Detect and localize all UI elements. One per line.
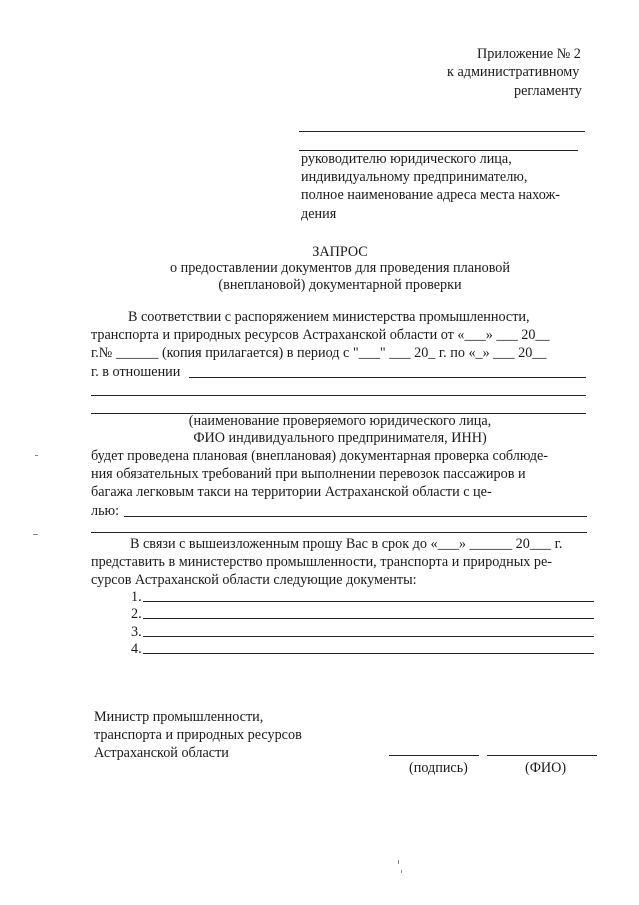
- subject-fill-line-1: [189, 377, 586, 378]
- subject-fill-line-2: [91, 395, 586, 396]
- addressee-line-1: руководителю юридического лица,: [301, 151, 512, 167]
- signature-line: [389, 755, 479, 756]
- signatory-line-3: Астраханской области: [94, 745, 229, 761]
- body-p2-line-2: ния обязательных требований при выполнении перевозок пассажиров и: [91, 466, 526, 482]
- addressee-line-4: дения: [301, 206, 337, 222]
- purpose-fill-line-1: [124, 516, 587, 517]
- purpose-fill-line-2: [91, 532, 587, 533]
- appendix-line-2: к административному: [447, 64, 580, 80]
- document-item-4-number: 4.: [131, 641, 142, 657]
- document-heading: ЗАПРОС: [312, 244, 368, 260]
- subject-caption-line-1: (наименование проверяемого юридического лица,: [188, 413, 492, 429]
- document-subtitle-line-1: о предоставлении документов для проведения плановой: [169, 260, 510, 276]
- body-p2-line-3: багажа легковым такси на территории Астраханской области с це-: [91, 484, 492, 500]
- document-item-1-number: 1.: [131, 589, 142, 605]
- signatory-line-2: транспорта и природных ресурсов: [94, 727, 302, 743]
- document-item-3-number: 3.: [131, 624, 142, 640]
- signature-caption: (подпись): [409, 760, 468, 776]
- addressee-blank-line-1: [299, 131, 585, 132]
- appendix-line-1: Приложение № 2: [477, 46, 581, 62]
- body-p2-line-1: будет проведена плановая (внеплановая) документарная проверка соблюде-: [91, 448, 548, 464]
- addressee-line-3: полное наименование адреса места нахож-: [301, 187, 560, 203]
- full-name-caption: (ФИО): [525, 760, 567, 776]
- subject-caption-line-2: ФИО индивидуального предпринимателя, ИНН): [193, 430, 487, 446]
- body-p3-line-1: В связи с вышеизложенным прошу Вас в срок до «___» ______ 20___ г.: [130, 536, 563, 552]
- body-p2-line-4: лью:: [91, 503, 120, 519]
- document-subtitle-line-2: (внеплановой) документарной проверки: [218, 277, 462, 293]
- body-p1-line-3: г.№ ______ (копия прилагается) в период с "___" ___ 20_ г. по «_» ___ 20__: [91, 345, 547, 361]
- scan-speck: [398, 860, 399, 864]
- scan-speck: [35, 455, 38, 456]
- document-item-4-line: [143, 653, 594, 654]
- body-p1-line-1: В соответствии с распоряжением министерства промышленности,: [128, 309, 530, 325]
- appendix-line-3: регламенту: [514, 83, 582, 99]
- full-name-line: [487, 755, 597, 756]
- document-item-3-line: [143, 636, 594, 637]
- scan-speck: [401, 870, 402, 873]
- signatory-line-1: Министр промышленности,: [94, 709, 264, 725]
- addressee-line-2: индивидуальному предпринимателю,: [301, 169, 528, 185]
- body-p1-line-2: транспорта и природных ресурсов Астраханской области от «___» ___ 20__: [91, 327, 550, 343]
- document-item-2-line: [143, 618, 594, 619]
- document-item-2-number: 2.: [131, 606, 142, 622]
- body-p3-line-3: сурсов Астраханской области следующие документы:: [91, 572, 417, 588]
- body-p3-line-2: представить в министерство промышленности, транспорта и природных ре-: [91, 554, 553, 570]
- body-p1-line-4: г. в отношении: [91, 364, 181, 380]
- scan-speck: [33, 534, 38, 535]
- document-item-1-line: [143, 601, 594, 602]
